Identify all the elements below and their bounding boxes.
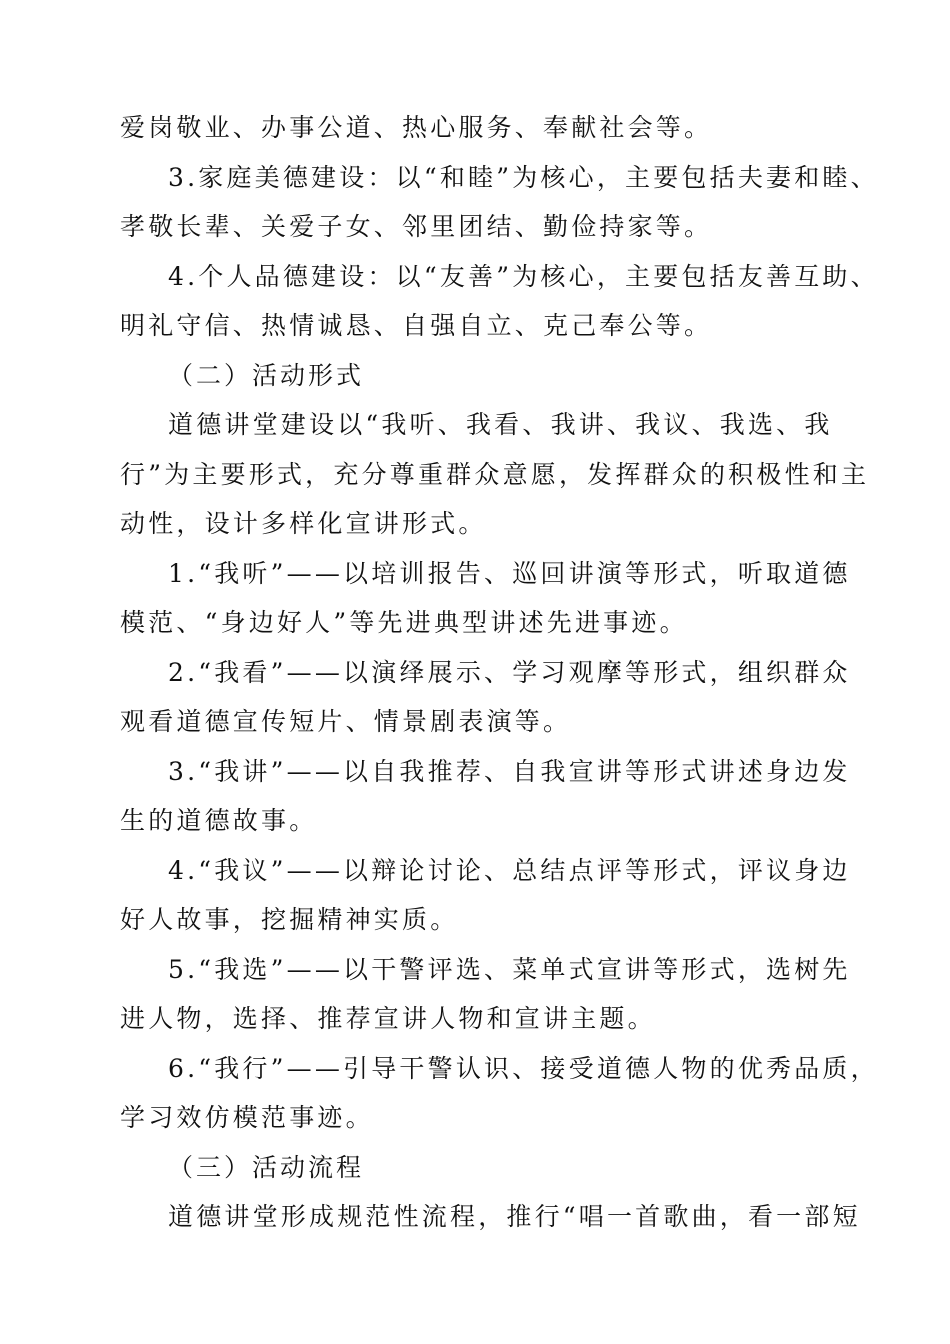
paragraph-line-16: 4.“我议”——以辩论讨论、总结点评等形式，评议身边 — [168, 856, 851, 885]
paragraph-line-18: 5.“我选”——以干警评选、菜单式宣讲等形式，选树先 — [168, 955, 851, 984]
section-heading-activity-process: （三）活动流程 — [168, 1153, 365, 1182]
paragraph-line-19: 进人物，选择、推荐宣讲人物和宣讲主题。 — [120, 1004, 656, 1033]
paragraph-line-13: 观看道德宣传短片、情景剧表演等。 — [120, 707, 572, 736]
paragraph-line-10: 1.“我听”——以培训报告、巡回讲演等形式，听取道德 — [168, 559, 851, 588]
paragraph-line-4: 4.个人品德建设：以“友善”为核心，主要包括友善互助、 — [168, 262, 879, 291]
paragraph-line-20: 6.“我行”——引导干警认识、接受道德人物的优秀品质， — [168, 1054, 879, 1083]
paragraph-line-21: 学习效仿模范事迹。 — [120, 1103, 374, 1132]
paragraph-line-23: 道德讲堂形成规范性流程，推行“唱一首歌曲，看一部短 — [168, 1202, 861, 1231]
paragraph-line-15: 生的道德故事。 — [120, 806, 318, 835]
paragraph-line-7: 道德讲堂建设以“我听、我看、我讲、我议、我选、我 — [168, 410, 833, 439]
paragraph-line-14: 3.“我讲”——以自我推荐、自我宣讲等形式讲述身边发 — [168, 757, 851, 786]
section-heading-activity-form: （二）活动形式 — [168, 361, 365, 390]
paragraph-line-9: 动性，设计多样化宣讲形式。 — [120, 509, 487, 538]
paragraph-line-17: 好人故事，挖掘精神实质。 — [120, 905, 459, 934]
paragraph-line-8: 行”为主要形式，充分尊重群众意愿，发挥群众的积极性和主 — [120, 460, 870, 489]
paragraph-line-2: 3.家庭美德建设：以“和睦”为核心，主要包括夫妻和睦、 — [168, 163, 879, 192]
paragraph-line-11: 模范、“身边好人”等先进典型讲述先进事迹。 — [120, 608, 688, 637]
paragraph-line-3: 孝敬长辈、关爱子女、邻里团结、勤俭持家等。 — [120, 212, 713, 241]
paragraph-line-5: 明礼守信、热情诚恳、自强自立、克己奉公等。 — [120, 311, 713, 340]
paragraph-line-12: 2.“我看”——以演绎展示、学习观摩等形式，组织群众 — [168, 658, 851, 687]
paragraph-line-1: 爱岗敬业、办事公道、热心服务、奉献社会等。 — [120, 113, 713, 142]
